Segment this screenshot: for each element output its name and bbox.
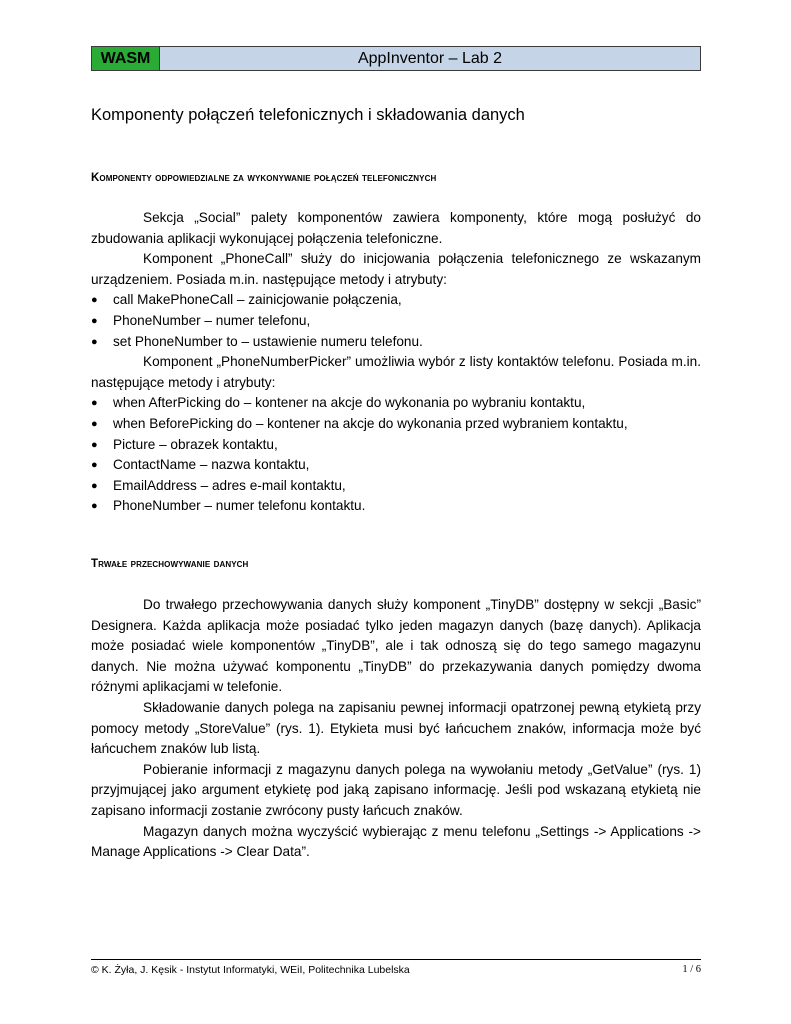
list-item-text: PhoneNumber – numer telefonu, xyxy=(113,312,311,328)
list-item xyxy=(91,476,701,497)
list-item-text: EmailAddress – adres e-mail kontaktu, xyxy=(113,477,346,493)
list-item-text: ContactName – nazwa kontaktu, xyxy=(113,457,310,473)
bullet-icon: ● xyxy=(91,294,98,307)
list-item-text: call MakePhoneCall – zainicjowanie połączenia, xyxy=(113,292,402,308)
list-item-text: when BeforePicking do – kontener na akcje do wykonania przed wybraniem kontaktu, xyxy=(113,415,628,431)
paragraph: Komponent „PhoneCall” służy do inicjowania połączenia telefonicznego ze wskazanym urządzeniem. Posiada m.in. następujące metody i atrybuty: xyxy=(91,251,701,287)
header-label: WASM xyxy=(92,47,160,70)
paragraph: Komponent „PhoneNumberPicker” umożliwia wybór z listy kontaktów telefonu. Posiada m.in. następujące metody i atrybuty: xyxy=(91,354,701,390)
list-item xyxy=(91,435,701,456)
list-item xyxy=(91,393,701,414)
list-item-text: PhoneNumber – numer telefonu kontaktu. xyxy=(113,498,366,514)
list-item xyxy=(91,332,701,353)
paragraph: Sekcja „Social” palety komponentów zawiera komponenty, które mogą posłużyć do zbudowania aplikacji wykonującej połączenia telefoniczne. xyxy=(91,210,701,246)
bullet-icon: ● xyxy=(91,335,98,348)
paragraph: Magazyn danych można wyczyścić wybierając z menu telefonu „Settings -> Applications -> Manage Applications -> Clear Data”. xyxy=(91,823,701,860)
list-item xyxy=(91,455,701,476)
section-heading-phone-calls: Komponenty odpowiedzialne za wykonywanie połączeń telefonicznych xyxy=(91,172,437,184)
bullet-icon: ● xyxy=(91,314,98,327)
header-title: AppInventor – Lab 2 xyxy=(160,47,700,70)
bullet-icon: ● xyxy=(91,417,98,430)
list-item xyxy=(91,414,701,435)
footer-copyright: © K. Żyła, J. Kęsik - Instytut Informatyki, WEiI, Politechnika Lubelska xyxy=(91,964,410,976)
document-title: Komponenty połączeń telefonicznych i składowania danych xyxy=(91,106,525,124)
list-item-text: when AfterPicking do – kontener na akcje do wykonania po wybraniu kontaktu, xyxy=(113,395,586,411)
footer-divider xyxy=(91,959,701,960)
list-item-text: Picture – obrazek kontaktu, xyxy=(113,436,278,452)
page-number: 1 / 6 xyxy=(682,964,701,975)
bullet-icon: ● xyxy=(91,397,98,410)
bullet-icon: ● xyxy=(91,500,98,513)
phonenumberpicker-attribute-list xyxy=(91,393,701,517)
list-item xyxy=(91,311,701,332)
bullet-icon: ● xyxy=(91,459,98,472)
paragraph: Składowanie danych polega na zapisaniu pewnej informacji opatrzonej pewną etykietą przy pomocy metody „StoreValue” (rys. 1). Etykieta musi być łańcuchem znaków, informacja może być łańcuchem znaków lub listą. xyxy=(91,699,701,757)
phonecall-attribute-list xyxy=(91,290,701,352)
list-item-text: set PhoneNumber to – ustawienie numeru telefonu. xyxy=(113,333,423,349)
bullet-icon: ● xyxy=(91,438,98,451)
page-header xyxy=(91,46,701,71)
section-heading-data-storage: Trwałe przechowywanie danych xyxy=(91,558,249,570)
section-body-data-storage xyxy=(91,595,701,863)
section-body-phone-calls xyxy=(91,208,701,517)
paragraph: Do trwałego przechowywania danych służy komponent „TinyDB” dostępny w sekcji „Basic” Designera. Każda aplikacja może posiadać tylko jeden magazyn danych (bazę danych). Aplikacja może posiadać wiele komponentów „TinyDB”, ale i tak odnoszą się do tego samego magazynu danych. Nie można używać komponentu „TinyDB” do przekazywania danych pomiędzy dwoma różnymi aplikacjami w telefonie. xyxy=(91,597,701,695)
paragraph: Pobieranie informacji z magazynu danych polega na wywołaniu metody „GetValue” (rys. 1) przyjmującej jako argument etykietę pod jaką zapisano informację. Jeśli pod wskazaną etykietą nie zapisano informacji zostanie zwrócony pusty łańcuch znaków. xyxy=(91,761,701,818)
list-item xyxy=(91,496,701,517)
bullet-icon: ● xyxy=(91,479,98,492)
list-item xyxy=(91,290,701,311)
